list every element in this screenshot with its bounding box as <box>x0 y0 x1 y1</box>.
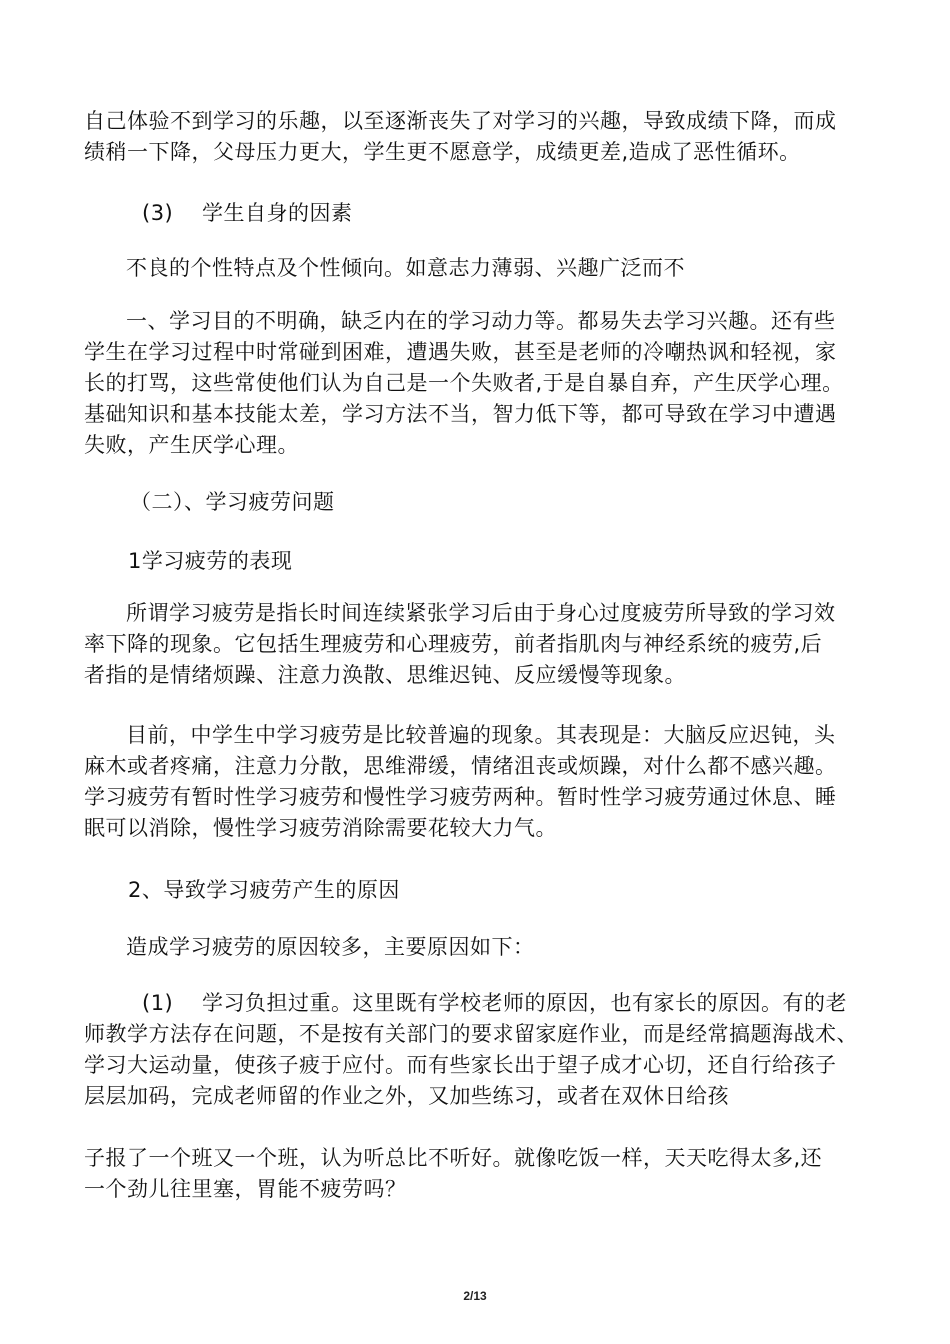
subheading-fatigue-causes <box>128 875 918 906</box>
heading-text: 2、导致学习疲劳产生的原因 <box>128 878 400 902</box>
section-heading-fatigue <box>130 487 920 518</box>
text-line: 子报了一个班又一个班，认为听总比不听好。就像吃饭一样，天天吃得太多,还 <box>84 1146 823 1170</box>
paragraph-2 <box>126 253 916 284</box>
paragraph-5 <box>84 720 874 844</box>
text-line: 学生在学习过程中时常碰到困难，遭遇失败，甚至是老师的冷嘲热讽和轻视，家 <box>84 340 837 364</box>
text-line: 失败，产生厌学心理。 <box>84 433 299 457</box>
text-line: 自己体验不到学习的乐趣，以至逐渐丧失了对学习的兴趣，导致成绩下降，而成 <box>84 109 837 133</box>
text-line: 麻木或者疼痛，注意力分散，思维滞缓，情绪沮丧或烦躁，对什么都不感兴趣。 <box>84 754 837 778</box>
paragraph-7 <box>84 988 874 1112</box>
text-line: 者指的是情绪烦躁、注意力涣散、思维迟钝、反应缓慢等现象。 <box>84 663 686 687</box>
text-line: 层层加码，完成老师留的作业之外，又加些练习，或者在双休日给孩 <box>84 1084 729 1108</box>
paragraph-3 <box>84 306 874 461</box>
paragraph-6 <box>126 932 916 963</box>
text-line: 一、学习目的不明确，缺乏内在的学习动力等。都易失去学习兴趣。还有些 <box>126 309 836 333</box>
paragraph-4 <box>84 598 874 691</box>
page-number: 2/13 <box>463 1289 487 1303</box>
text-line: 学习大运动量，使孩子疲于应付。而有些家长出于望子成才心切，还自行给孩子 <box>84 1053 837 1077</box>
paragraph-1 <box>84 106 874 168</box>
text-line: 学习疲劳有暂时性学习疲劳和慢性学习疲劳两种。暂时性学习疲劳通过休息、睡 <box>84 785 837 809</box>
text-line: 所谓学习疲劳是指长时间连续紧张学习后由于身心过度疲劳所导致的学习效 <box>126 601 836 625</box>
text-line: 率下降的现象。它包括生理疲劳和心理疲劳，前者指肌肉与神经系统的疲劳,后 <box>84 632 823 656</box>
text-line: 基础知识和基本技能太差，学习方法不当，智力低下等，都可导致在学习中遭遇 <box>84 402 837 426</box>
text-line: 一个劲儿往里塞，胃能不疲劳吗？ <box>84 1177 407 1201</box>
text-line: 长的打骂，这些常使他们认为自己是一个失败者,于是自暴自弃，产生厌学心理。 <box>84 371 844 395</box>
text-line: (1) 学习负担过重。这里既有学校老师的原因，也有家长的原因。有的老 <box>142 991 847 1015</box>
text-line: 不良的个性特点及个性倾向。如意志力薄弱、兴趣广泛而不 <box>126 256 685 280</box>
heading-text: （二）、学习疲劳问题 <box>130 490 335 514</box>
heading-text: (3) 学生自身的因素 <box>142 201 353 225</box>
text-line: 绩稍一下降，父母压力更大，学生更不愿意学，成绩更差,造成了恶性循环。 <box>84 140 801 164</box>
heading-text: 1学习疲劳的表现 <box>128 549 293 573</box>
text-line: 造成学习疲劳的原因较多，主要原因如下： <box>126 935 535 959</box>
text-line: 眠可以消除，慢性学习疲劳消除需要花较大力气。 <box>84 816 557 840</box>
subheading-fatigue-symptoms <box>128 546 918 577</box>
section-heading-student-factors <box>142 198 932 229</box>
paragraph-8 <box>84 1143 874 1205</box>
text-line: 目前，中学生中学习疲劳是比较普遍的现象。其表现是：大脑反应迟钝，头 <box>126 723 836 747</box>
text-line: 师教学方法存在问题，不是按有关部门的要求留家庭作业，而是经常搞题海战术、 <box>84 1022 858 1046</box>
